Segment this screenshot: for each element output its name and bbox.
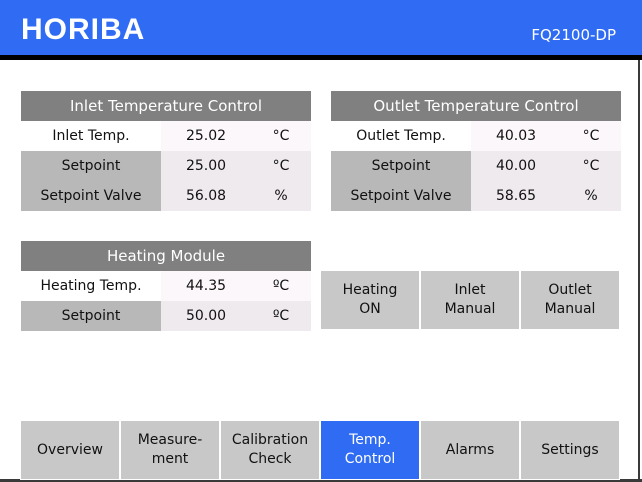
right-border	[638, 60, 640, 482]
row-value: 25.02	[161, 121, 251, 151]
model-name: FQ2100-DP	[531, 26, 616, 44]
heating-module-panel	[21, 241, 311, 331]
setpoint-value[interactable]: 40.00	[471, 151, 561, 181]
tab-measurement[interactable]: Measure- ment	[120, 420, 220, 480]
setpoint-value[interactable]: 25.00	[161, 151, 251, 181]
setpoint-valve-value[interactable]: 56.08	[161, 181, 251, 211]
row-label: Setpoint Valve	[331, 181, 471, 211]
tab-alarms[interactable]: Alarms	[420, 420, 520, 480]
table-row	[21, 121, 311, 151]
brand-logo: HORIBA	[21, 13, 146, 46]
row-unit: %	[251, 181, 311, 211]
panel-title: Heating Module	[21, 241, 311, 271]
inlet-manual-button[interactable]: Inlet Manual	[420, 270, 520, 330]
table-row	[331, 181, 621, 211]
row-label: Outlet Temp.	[331, 121, 471, 151]
header-bar	[0, 0, 642, 55]
table-row	[21, 271, 311, 301]
panel-title: Inlet Temperature Control	[21, 91, 311, 121]
row-unit: °C	[251, 121, 311, 151]
tab-calibration-check[interactable]: Calibration Check	[220, 420, 320, 480]
header-divider	[0, 55, 642, 60]
table-row	[21, 181, 311, 211]
table-row	[331, 121, 621, 151]
tab-temp-control[interactable]: Temp. Control	[320, 420, 420, 480]
heating-on-button[interactable]: Heating ON	[320, 270, 420, 330]
tab-overview[interactable]: Overview	[20, 420, 120, 480]
row-unit: °C	[251, 151, 311, 181]
row-unit: %	[561, 181, 621, 211]
table-row	[21, 301, 311, 331]
row-unit: °C	[561, 151, 621, 181]
row-label: Setpoint	[331, 151, 471, 181]
outlet-temperature-panel	[331, 91, 621, 211]
table-row	[331, 151, 621, 181]
table-row	[21, 151, 311, 181]
setpoint-valve-value[interactable]: 58.65	[471, 181, 561, 211]
tab-settings[interactable]: Settings	[520, 420, 620, 480]
row-unit: ºC	[251, 271, 311, 301]
panel-title: Outlet Temperature Control	[331, 91, 621, 121]
row-label: Setpoint	[21, 151, 161, 181]
row-label: Setpoint Valve	[21, 181, 161, 211]
row-value: 40.03	[471, 121, 561, 151]
row-value: 44.35	[161, 271, 251, 301]
row-unit: °C	[561, 121, 621, 151]
setpoint-value[interactable]: 50.00	[161, 301, 251, 331]
row-label: Heating Temp.	[21, 271, 161, 301]
row-unit: ºC	[251, 301, 311, 331]
outlet-manual-button[interactable]: Outlet Manual	[520, 270, 620, 330]
row-label: Setpoint	[21, 301, 161, 331]
inlet-temperature-panel	[21, 91, 311, 211]
row-label: Inlet Temp.	[21, 121, 161, 151]
